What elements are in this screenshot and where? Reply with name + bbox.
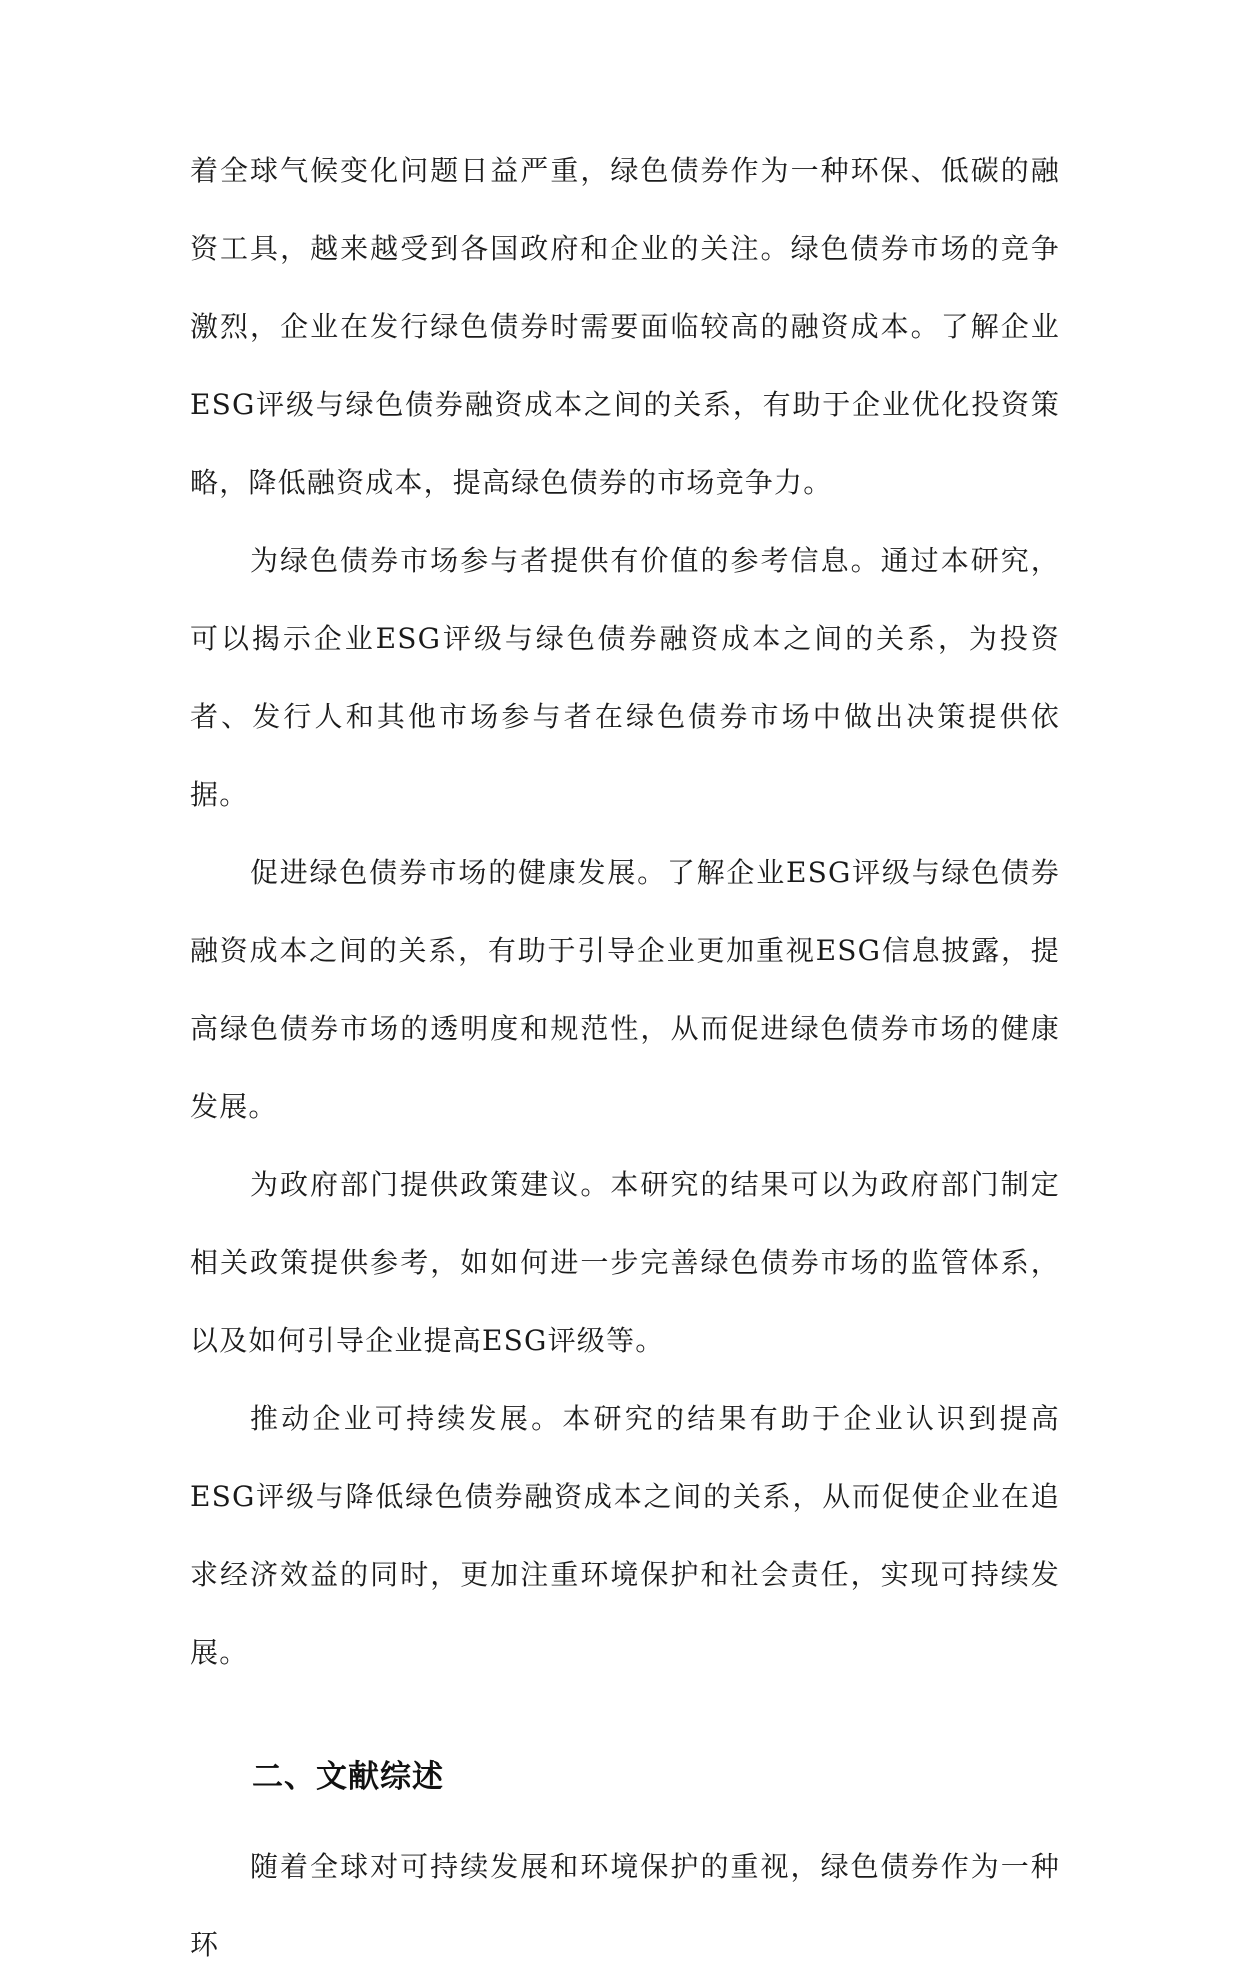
paragraph-policy-advice: 为政府部门提供政策建议。本研究的结果可以为政府部门制定相关政策提供参考，如如何进一步完善绿色债券市场的监管体系，以及如何引导企业提高ESG评级等。 <box>190 1168 1060 1357</box>
paragraph-sustainable-development: 推动企业可持续发展。本研究的结果有助于企业认识到提高ESG评级与降低绿色债券融资成本之间的关系，从而促使企业在追求经济效益的同时，更加注重环境保护和社会责任，实现可持续发展。 <box>190 1402 1060 1669</box>
paragraph-market-development: 促进绿色债券市场的健康发展。了解企业ESG评级与绿色债券融资成本之间的关系，有助于引导企业更加重视ESG信息披露，提高绿色债券市场的透明度和规范性，从而促进绿色债券市场的健康发展。 <box>190 856 1060 1123</box>
paragraph-reference-info: 为绿色债券市场参与者提供有价值的参考信息。通过本研究，可以揭示企业ESG评级与绿色债券融资成本之间的关系，为投资者、发行人和其他市场参与者在绿色债券市场中做出决策提供依据。 <box>190 544 1060 811</box>
section-heading-literature-review: 二、文献综述 <box>252 1759 444 1795</box>
paragraph-intro-continuation: 着全球气候变化问题日益严重，绿色债券作为一种环保、低碳的融资工具，越来越受到各国政府和企业的关注。绿色债券市场的竞争激烈，企业在发行绿色债券时需要面临较高的融资成本。了解企业ESG评级与绿色债券融资成本之间的关系，有助于企业优化投资策略，降低融资成本，提高绿色债券的市场竞争力。 <box>190 154 1060 499</box>
paragraph-literature-review-start: 随着全球对可持续发展和环境保护的重视，绿色债券作为一种环 <box>190 1850 1060 1961</box>
document-page <box>190 132 1060 1984</box>
